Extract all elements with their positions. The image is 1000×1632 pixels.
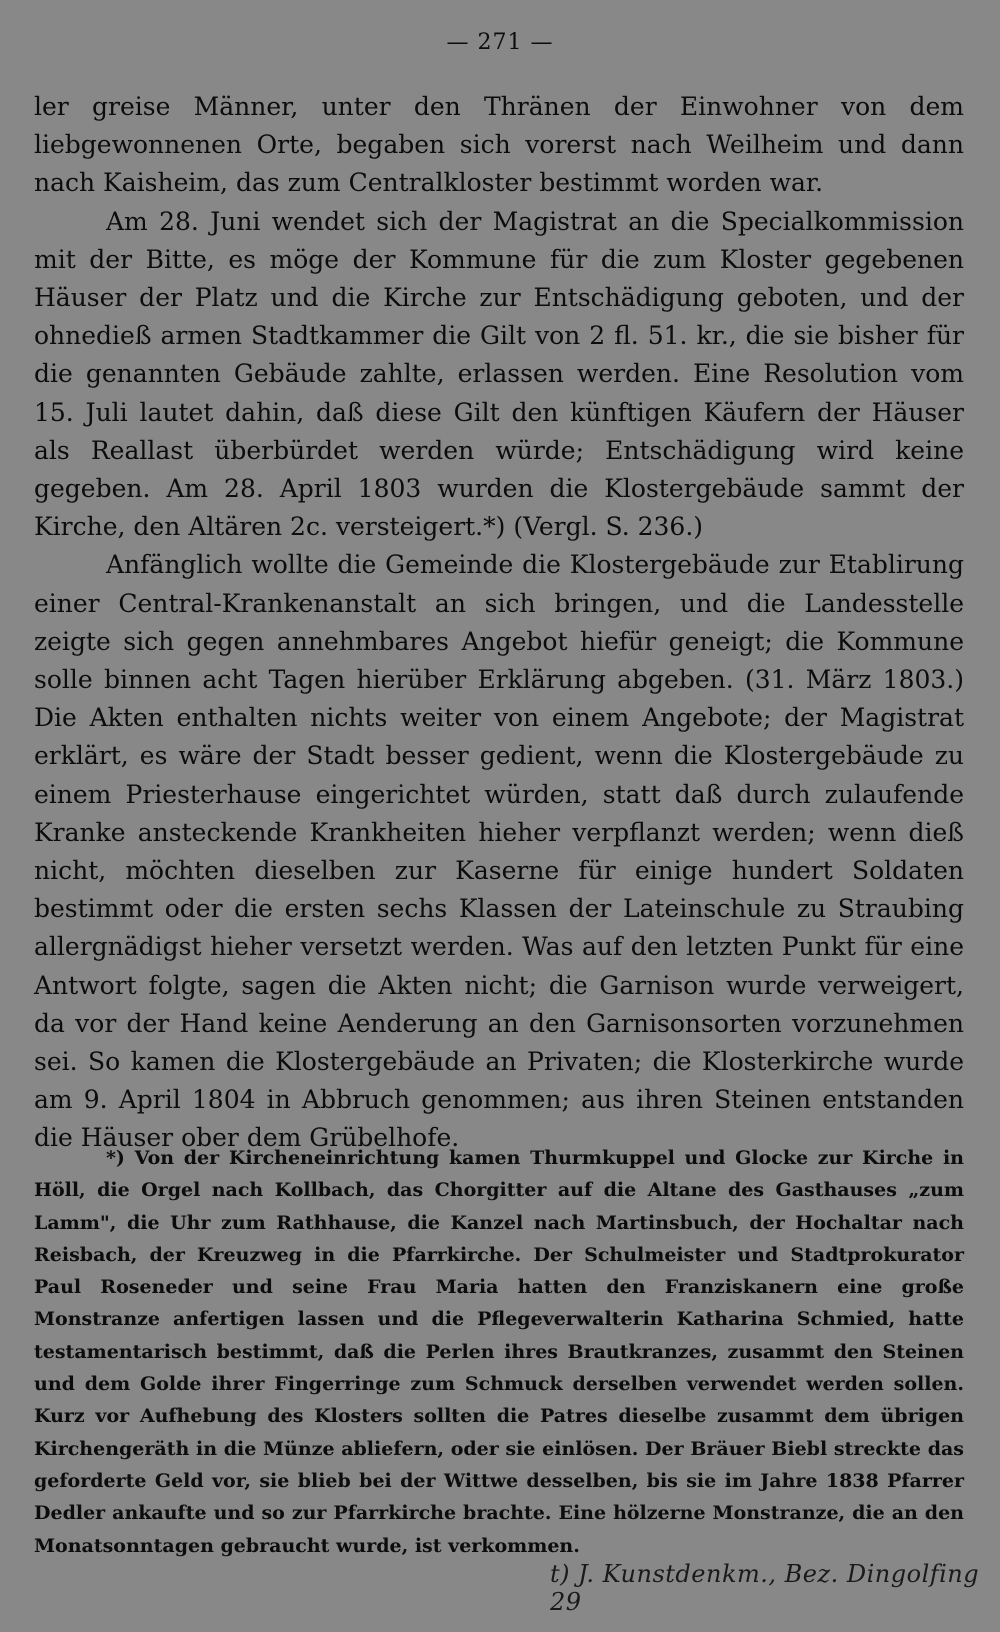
paragraph-3: Anfänglich wollte die Gemeinde die Klostergebäude zur Etablirung einer Central-Krankenanstalt an sich bringen, und die Landesstelle zeigte sich gegen annehmbares Angebot hiefür geneigt; die Kommune solle binnen acht Tagen hierüber Erklärung abgeben. (31. März 1803.) Die Akten enthalten nichts weiter von einem Angebote; der Magistrat erklärt, es wäre der Stadt besser gedient, wenn die Klostergebäude zu einem Priesterhause eingerichtet würden, statt daß durch zulaufende Kranke ansteckende Krankheiten hieher verpflanzt werden; wenn dieß nicht, möchten dieselben zur Kaserne für einige hundert Soldaten bestimmt oder die ersten sechs Klassen der Lateinschule zu Straubing allergnädigst hieher versetzt werden. Was auf den letzten Punkt für eine Antwort folgte, sagen die Akten nicht; die Garnison wurde verweigert, da vor der Hand keine Aenderung an den Garnisonsorten vorzunehmen sei. So kamen die Klostergebäude an Privaten; die Klosterkirche wurde am 9. April 1804 in Abbruch genommen; aus ihren Steinen entstanden die Häuser ober dem Grübelhofe. [34,550,964,1153]
page-number: — 271 — [446,30,554,55]
footnote [34,1142,964,1562]
paragraph-2: Am 28. Juni wendet sich der Magistrat an die Specialkommission mit der Bitte, es möge der Kommune für die zum Kloster gegebenen Häuser der Platz und die Kirche zur Entschädigung geboten, und der ohnedieß armen Stadtkammer die Gilt von 2 fl. 51. kr., die sie bisher für die genannten Gebäude zahlte, erlassen werden. Eine Resolution vom 15. Juli lautet dahin, daß diese Gilt den künftigen Käufern der Häuser als Reallast überbürdet werden würde; Entschädigung wird keine gegeben. Am 28. April 1803 wurden die Klostergebäude sammt der Kirche, den Altären 2c. versteigert.*) (Vergl. S. 236.) [34,206,964,542]
footnote-text: *) Von der Kircheneinrichtung kamen Thurmkuppel und Glocke zur Kirche in Höll, die Orgel nach Kollbach, das Chorgitter auf die Altane des Gasthauses „zum Lamm", die Uhr zum Rathhause, die Kanzel nach Martinsbuch, der Hochaltar nach Reisbach, der Kreuzweg in die Pfarrkirche. Der Schulmeister und Stadtprokurator Paul Roseneder und seine Frau Maria hatten den Franziskanern eine große Monstranze anfertigen lassen und die Pflegeverwalterin Katharina Schmied, hatte testamentarisch bestimmt, daß die Perlen ihres Brautkranzes, zusammt den Steinen und dem Golde ihrer Fingerringe zum Schmuck derselben verwendet werden sollen. Kurz vor Aufhebung des Klosters sollten die Patres dieselbe zusammt dem übrigen Kirchengeräth in die Münze abliefern, oder sie einlösen. Der Bräuer Biebl streckte das geforderte Geld vor, sie blieb bei der Wittwe desselben, bis sie im Jahre 1838 Pfarrer Dedler ankaufte und so zur Pfarrkirche brachte. Eine hölzerne Monstranze, die an den Monatsonntagen gebraucht wurde, ist verkommen. [34,1147,964,1557]
handwritten-note: t) J. Kunstdenkm., Bez. Dingolfing 29 [550,1560,980,1616]
main-text [34,88,964,1158]
paragraph-1: ler greise Männer, unter den Thränen der Einwohner von dem liebgewonnenen Orte, begaben sich vorerst nach Weilheim und dann nach Kaisheim, das zum Centralkloster bestimmt worden war. [34,92,964,198]
